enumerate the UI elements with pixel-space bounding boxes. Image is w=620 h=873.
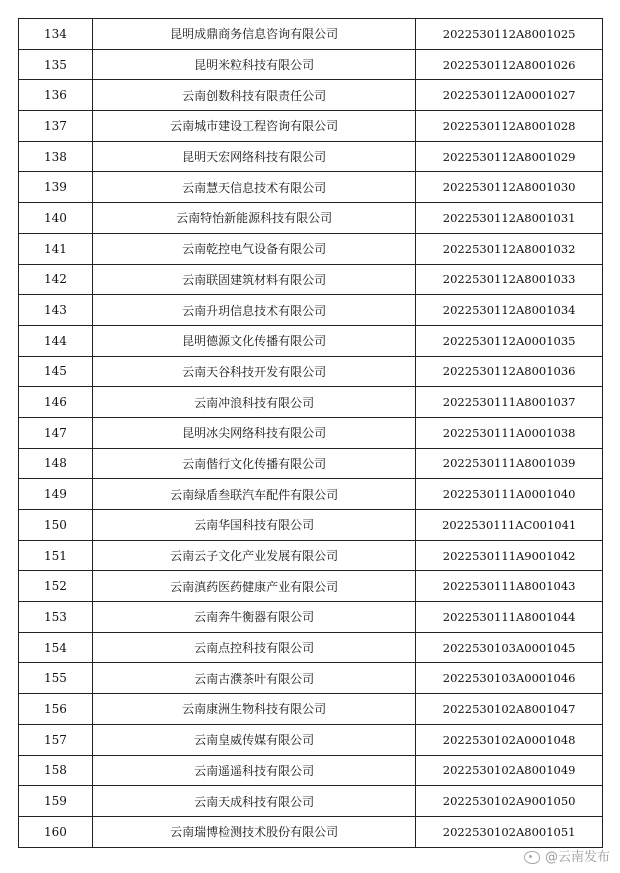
row-number: 137 [19,111,93,142]
registration-code: 2022530112A8001025 [416,19,603,50]
row-number: 150 [19,510,93,541]
company-name: 云南联固建筑材料有限公司 [93,265,416,296]
row-number: 160 [19,817,93,848]
table-row [19,786,603,817]
registration-code: 2022530112A8001030 [416,172,603,203]
table-row [19,694,603,725]
row-number: 149 [19,479,93,510]
company-name: 云南皇威传媒有限公司 [93,725,416,756]
row-number: 146 [19,387,93,418]
watermark [523,846,610,865]
table-row [19,663,603,694]
row-number: 140 [19,203,93,234]
table-row [19,50,603,81]
company-name: 昆明德源文化传播有限公司 [93,326,416,357]
registration-code: 2022530112A8001034 [416,295,603,326]
registration-code: 2022530102A8001049 [416,756,603,787]
company-name: 云南点控科技有限公司 [93,633,416,664]
company-name: 云南慧天信息技术有限公司 [93,172,416,203]
table-row [19,295,603,326]
table-row [19,449,603,480]
row-number: 141 [19,234,93,265]
table-row [19,602,603,633]
row-number: 142 [19,265,93,296]
company-name: 云南城市建设工程咨询有限公司 [93,111,416,142]
table-row [19,633,603,664]
registration-code: 2022530112A8001033 [416,265,603,296]
watermark-text: @云南发布 [544,850,610,865]
company-name: 云南滇药医药健康产业有限公司 [93,571,416,602]
table-row [19,725,603,756]
registration-code: 2022530111A8001044 [416,602,603,633]
registration-code: 2022530112A8001031 [416,203,603,234]
company-name: 昆明米粒科技有限公司 [93,50,416,81]
row-number: 139 [19,172,93,203]
table-row [19,234,603,265]
row-number: 144 [19,326,93,357]
registration-code: 2022530103A0001045 [416,633,603,664]
row-number: 143 [19,295,93,326]
table-row [19,326,603,357]
company-name: 昆明冰尖网络科技有限公司 [93,418,416,449]
company-table [18,18,603,848]
registration-code: 2022530112A8001028 [416,111,603,142]
table-row [19,756,603,787]
row-number: 154 [19,633,93,664]
table-row [19,80,603,111]
registration-code: 2022530112A8001036 [416,357,603,388]
table-row [19,265,603,296]
table-row [19,541,603,572]
table-row [19,510,603,541]
company-name: 云南天成科技有限公司 [93,786,416,817]
registration-code: 2022530111AC001041 [416,510,603,541]
registration-code: 2022530102A8001051 [416,817,603,848]
registration-code: 2022530111A8001043 [416,571,603,602]
row-number: 136 [19,80,93,111]
company-name: 云南天谷科技开发有限公司 [93,357,416,388]
company-name: 云南奔牛衡器有限公司 [93,602,416,633]
registration-code: 2022530102A9001050 [416,786,603,817]
company-name: 云南冲浪科技有限公司 [93,387,416,418]
table-row [19,817,603,848]
row-number: 134 [19,19,93,50]
company-name: 云南遥遥科技有限公司 [93,756,416,787]
table-row [19,571,603,602]
company-name: 云南乾控电气设备有限公司 [93,234,416,265]
company-name: 云南特怡新能源科技有限公司 [93,203,416,234]
registration-code: 2022530111A9001042 [416,541,603,572]
table-row [19,387,603,418]
row-number: 155 [19,663,93,694]
table-row [19,172,603,203]
row-number: 135 [19,50,93,81]
registration-code: 2022530112A0001027 [416,80,603,111]
row-number: 158 [19,756,93,787]
row-number: 147 [19,418,93,449]
table-row [19,357,603,388]
row-number: 152 [19,571,93,602]
registration-code: 2022530112A8001026 [416,50,603,81]
registration-code: 2022530102A0001048 [416,725,603,756]
registration-code: 2022530112A0001035 [416,326,603,357]
row-number: 159 [19,786,93,817]
table-row [19,203,603,234]
registration-code: 2022530111A0001038 [416,418,603,449]
company-name: 云南华国科技有限公司 [93,510,416,541]
registration-code: 2022530102A8001047 [416,694,603,725]
table-row [19,418,603,449]
company-name: 云南云子文化产业发展有限公司 [93,541,416,572]
registration-code: 2022530103A0001046 [416,663,603,694]
table-row [19,479,603,510]
company-name: 云南古濮茶叶有限公司 [93,663,416,694]
table-row [19,142,603,173]
registration-code: 2022530111A0001040 [416,479,603,510]
row-number: 145 [19,357,93,388]
weibo-icon [523,848,541,864]
registration-code: 2022530111A8001037 [416,387,603,418]
row-number: 138 [19,142,93,173]
company-name: 云南瑞博检测技术股份有限公司 [93,817,416,848]
registration-code: 2022530112A8001032 [416,234,603,265]
company-name: 云南升玥信息技术有限公司 [93,295,416,326]
company-name: 昆明天宏网络科技有限公司 [93,142,416,173]
table-row [19,111,603,142]
company-name: 云南康洲生物科技有限公司 [93,694,416,725]
table-row [19,19,603,50]
company-name: 云南创数科技有限责任公司 [93,80,416,111]
registration-code: 2022530111A8001039 [416,449,603,480]
row-number: 156 [19,694,93,725]
row-number: 148 [19,449,93,480]
row-number: 151 [19,541,93,572]
row-number: 153 [19,602,93,633]
company-name: 昆明成鼎商务信息咨询有限公司 [93,19,416,50]
row-number: 157 [19,725,93,756]
company-name: 云南偕行文化传播有限公司 [93,449,416,480]
company-name: 云南绿盾叁联汽车配件有限公司 [93,479,416,510]
registration-code: 2022530112A8001029 [416,142,603,173]
